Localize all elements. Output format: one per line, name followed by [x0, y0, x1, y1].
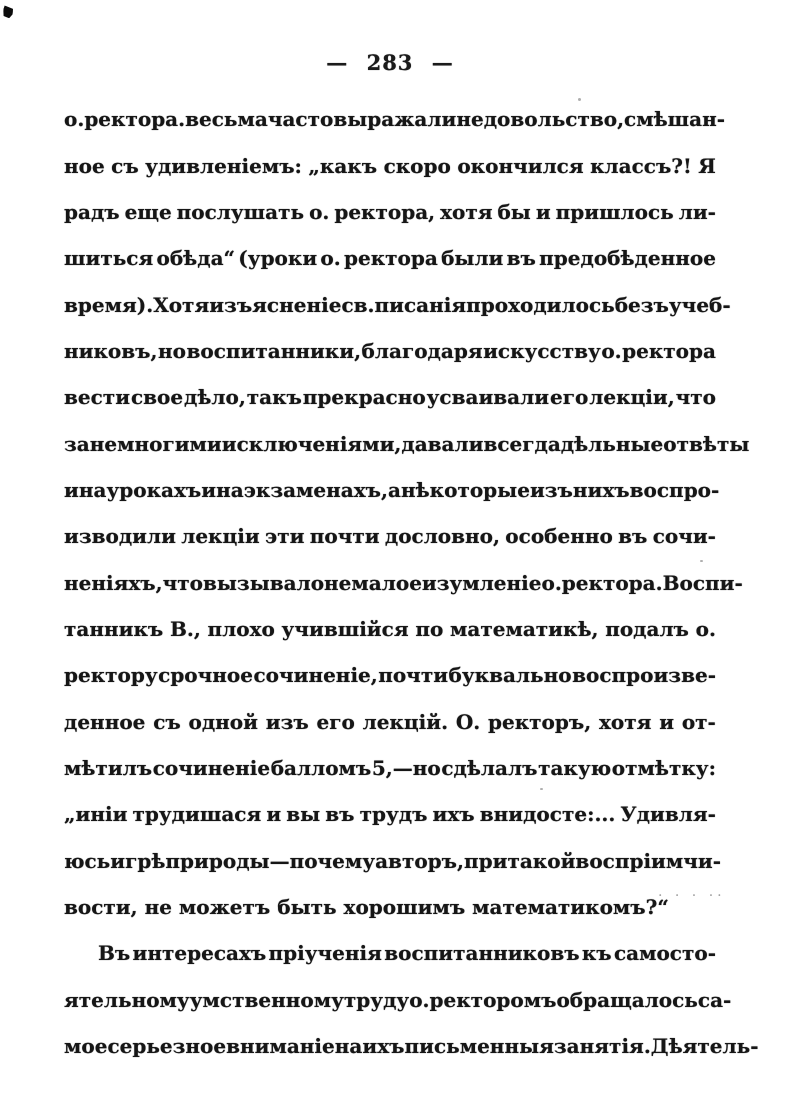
word: окончился [457, 153, 584, 178]
text-line [64, 235, 716, 281]
text-line [64, 142, 716, 188]
word: классъ?! [590, 153, 692, 178]
word: въ [325, 802, 355, 827]
text-line [64, 96, 726, 142]
word: ихъ [432, 802, 475, 827]
word: что [162, 570, 203, 595]
word: Хотя [153, 292, 210, 317]
word: скоро [383, 153, 451, 178]
word: малое [351, 570, 422, 595]
word: мѣтилъ [64, 755, 153, 780]
word: (уроки [238, 246, 318, 271]
word: ректоръ, [488, 709, 592, 734]
word: свое [130, 385, 184, 410]
word: исключеніями, [221, 431, 402, 456]
word: немногими [89, 431, 222, 456]
word: никовъ, [64, 338, 158, 363]
text-line [64, 328, 716, 374]
word: занятія. [553, 1034, 651, 1059]
text-line [64, 606, 716, 652]
word: время). [64, 292, 154, 317]
word: ное [64, 153, 105, 178]
word: трудишася [132, 802, 262, 827]
word: о. [695, 616, 716, 641]
word: почти [378, 663, 449, 688]
text-line [64, 977, 732, 1023]
text-line [64, 467, 720, 513]
word: не [324, 570, 352, 595]
word: изъ [529, 477, 573, 502]
word: безъ [614, 292, 669, 317]
word: хотя [440, 199, 493, 224]
word: но [157, 338, 186, 363]
word: ректора [622, 338, 716, 363]
word: что [675, 385, 716, 410]
word: при [463, 848, 508, 873]
word: удивленіемъ: [145, 153, 302, 178]
word: особенно [505, 524, 613, 549]
word: пришлось [555, 199, 674, 224]
word: такую [538, 755, 612, 780]
word: ректора [343, 246, 438, 271]
ink-blemish-mark [2, 5, 14, 18]
word: ли- [678, 199, 716, 224]
text-line [64, 374, 716, 420]
word: и [201, 477, 217, 502]
word: изъ [265, 709, 309, 734]
word: ректора, [334, 199, 436, 224]
word: ректора. [561, 570, 663, 595]
word: смѣшан- [624, 107, 726, 132]
word: 5,—но [371, 755, 441, 780]
word: Удивля- [620, 802, 716, 827]
word: учеб- [668, 292, 731, 317]
word: от- [681, 709, 716, 734]
scan-artifact-dots: . . . .. [658, 884, 726, 900]
page-number-header: — 283 — [326, 50, 454, 75]
word: Я [698, 153, 716, 178]
word: воспріимчи- [575, 848, 722, 873]
word: буквально [448, 663, 572, 688]
word: писанія [374, 292, 467, 317]
word: математикѣ, [450, 616, 599, 641]
word: послушать [176, 199, 305, 224]
text-line [64, 189, 716, 235]
text-block [64, 96, 759, 1069]
word: по [415, 616, 444, 641]
word: съ [153, 709, 181, 734]
word: сочиненіе [152, 755, 271, 780]
word: хотя [598, 709, 652, 734]
word: са- [697, 987, 732, 1012]
word: изводили [64, 524, 176, 549]
word: ректора. [84, 107, 186, 132]
word: еще [124, 199, 172, 224]
word: благодаря [361, 338, 483, 363]
text-line [64, 698, 716, 744]
word: часто [267, 107, 334, 132]
word: урокахъ [106, 477, 202, 502]
word: юсь [64, 848, 111, 873]
word: почти [309, 524, 380, 549]
word: нѣкоторые [400, 477, 530, 502]
word: на [216, 477, 244, 502]
word: и [659, 709, 675, 734]
text-line [64, 745, 716, 791]
text-line [64, 652, 716, 698]
word: проходилось [466, 292, 615, 317]
word: вы [286, 802, 321, 827]
word: давали [401, 431, 484, 456]
word: „иніи [64, 802, 128, 827]
text-line [64, 1023, 759, 1069]
word: подалъ [605, 616, 689, 641]
word: пріученія [268, 941, 382, 966]
word: экзаменахъ, [243, 477, 388, 502]
word: о. [541, 570, 562, 595]
word: бы [497, 199, 531, 224]
word: эти [265, 524, 305, 549]
word: танникъ [64, 616, 164, 641]
word: о. [309, 199, 330, 224]
word: вниманіе [226, 1034, 335, 1059]
word: воспро- [629, 477, 720, 502]
word: В., [169, 616, 201, 641]
word: балломъ [270, 755, 372, 780]
word: выражали [333, 107, 457, 132]
word: отмѣтку: [611, 755, 716, 780]
word: Въ [98, 941, 131, 966]
word: на [334, 1034, 363, 1059]
word: вызывало [202, 570, 325, 595]
word: изъясненіе [209, 292, 342, 317]
word: на [78, 477, 107, 502]
word: въ [506, 246, 536, 271]
word: природы—почему [165, 848, 376, 873]
word: сочи- [652, 524, 716, 549]
word: всегда [483, 431, 561, 456]
word: дѣльные [560, 431, 664, 456]
word: въ [618, 524, 648, 549]
word: вести [64, 385, 131, 410]
text-line [64, 281, 731, 327]
text-line [64, 791, 716, 837]
text-line [64, 838, 722, 884]
word: и [535, 199, 551, 224]
word: самосто- [613, 941, 716, 966]
word: неніяхъ, [64, 570, 163, 595]
word: недовольство, [456, 107, 625, 132]
word: изумленіе [421, 570, 542, 595]
word: его [550, 385, 589, 410]
word: нихъ [572, 477, 630, 502]
word: искусству [483, 338, 601, 363]
word: одной [188, 709, 258, 734]
word: и [64, 477, 79, 502]
word: дѣло, [184, 385, 246, 410]
word: за [64, 431, 90, 456]
word: О. [455, 709, 481, 734]
word: о. [601, 338, 622, 363]
word: лекціи, [589, 385, 675, 410]
text-line [64, 559, 743, 605]
word: усваивали [426, 385, 550, 410]
word: обѣда“ [156, 246, 236, 271]
word: трудъ [359, 802, 428, 827]
word: умственному [189, 987, 344, 1012]
word: воспитанниковъ [384, 941, 580, 966]
word: обращалось [556, 987, 698, 1012]
word: „какъ [308, 153, 378, 178]
word: сочиненіе, [253, 663, 378, 688]
word: лекціи [181, 524, 260, 549]
word: радъ [64, 199, 120, 224]
word: были [441, 246, 504, 271]
word: ятельному [64, 987, 190, 1012]
word: серьезное [107, 1034, 227, 1059]
text-line [64, 420, 750, 466]
word: о. [409, 987, 430, 1012]
word: св. [341, 292, 375, 317]
word: и [266, 802, 282, 827]
word: учившійся [281, 616, 409, 641]
word: воспитанники, [186, 338, 362, 363]
word: воспроизве- [572, 663, 716, 688]
word: внидосте:... [479, 802, 616, 827]
word: мое [64, 1034, 108, 1059]
word: ректоромъ [429, 987, 557, 1012]
word: о. [64, 107, 85, 132]
word: срочное [158, 663, 253, 688]
word: игрѣ [110, 848, 166, 873]
word: шиться [64, 246, 154, 271]
word: ихъ [362, 1034, 405, 1059]
word: весьма [185, 107, 268, 132]
word: а [387, 477, 401, 502]
word: о. [320, 246, 341, 271]
word: такъ [246, 385, 302, 410]
word: съ [111, 153, 139, 178]
text-line [64, 930, 716, 976]
word: лекцій. [362, 709, 449, 734]
word: къ [581, 941, 612, 966]
word: предобѣденное [539, 246, 716, 271]
word: авторъ, [375, 848, 464, 873]
word: труду [343, 987, 410, 1012]
word: дословно, [384, 524, 500, 549]
word: сдѣлалъ [441, 755, 538, 780]
word: ректору [64, 663, 158, 688]
text-line: вости, не можетъ быть хорошимъ математикомъ?“ [64, 894, 669, 919]
word: отвѣты [663, 431, 750, 456]
word: Воспи- [662, 570, 743, 595]
text-line [64, 513, 716, 559]
word: письменныя [404, 1034, 554, 1059]
word: прекрасно [302, 385, 426, 410]
word: интересахъ [132, 941, 267, 966]
word: денное [64, 709, 146, 734]
word: плохо [207, 616, 275, 641]
word: Дѣятель- [650, 1034, 759, 1059]
word: такой [507, 848, 576, 873]
word: его [316, 709, 355, 734]
